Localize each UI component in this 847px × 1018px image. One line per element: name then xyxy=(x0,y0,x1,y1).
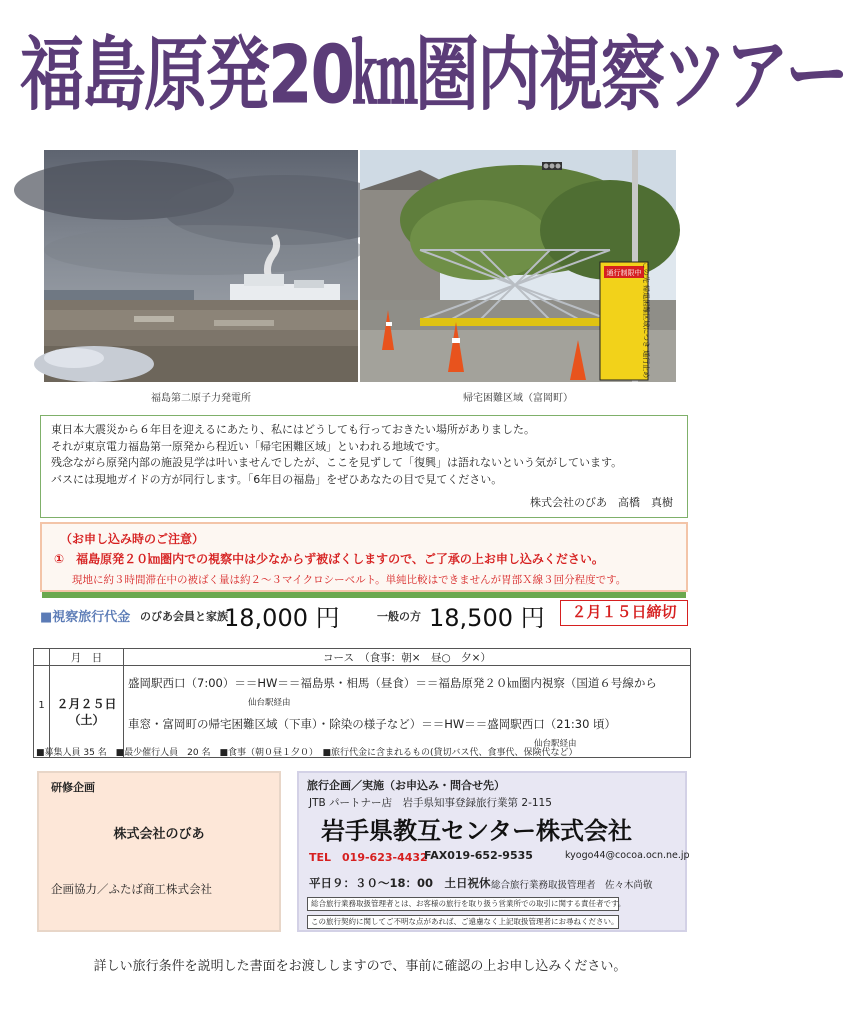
course-line-1: 盛岡駅西口（7:00）＝＝HW＝＝福島県・相馬（昼食）＝＝福島原発２０㎞圏内視察（国道６号線から xyxy=(128,676,657,690)
general-price: 18,500 円 xyxy=(429,604,545,632)
planning-company: 株式会社のびあ xyxy=(113,827,205,842)
intro-line: それが東京電力福島第一原発から程近い「帰宅困難区域」といわれる地域です。 xyxy=(51,439,447,453)
intro-signature: 株式会社のびあ 高橋 真樹 xyxy=(530,495,673,509)
table-row xyxy=(34,666,691,758)
row-date-weekday: （土） xyxy=(68,713,105,727)
table-header-row xyxy=(34,649,691,666)
course-line-2: 車窓・富岡町の帰宅困難区域（下車）・除染の様子など）＝＝HW＝＝盛岡駅西口（21:30 頃） xyxy=(128,717,617,731)
intro-line: 東日本大震災から６年目を迎えるにあたり、私にはどうしても行っておきたい場所がありました。 xyxy=(51,423,535,436)
planning-heading: 研修企画 xyxy=(51,781,95,794)
row-course xyxy=(124,666,691,758)
notice-line-2: 現地に約３時間滞在中の被ばく量は約２～３マイクロシーベルト。単純比較はできませんが胃部Ｘ線３回分程度です。 xyxy=(72,574,627,586)
operator-manager: 総合旅行業務取扱管理者 佐々木尚敬 xyxy=(491,880,653,891)
header-course: コース （食事：朝× 昼○ 夕×） xyxy=(124,649,691,666)
operator-tel[interactable]: TEL 019-623-4432 xyxy=(309,851,428,864)
bottom-note: 詳しい旅行条件を説明した書面をお渡ししますので、事前に確認の上お申し込みください。 xyxy=(93,959,627,974)
planning-cooperation: 企画協力／ふたば商工株式会社 xyxy=(51,882,212,896)
operator-hours: 平日９：３０～18：00 土日祝休 xyxy=(309,876,491,890)
intro-line: バスには現地ガイドの方が同行します。「6年目の福島」をぜひあなたの目で見てください。 xyxy=(51,472,503,486)
operator-box xyxy=(297,771,690,932)
exclusion-zone-photo xyxy=(360,150,676,382)
notice-divider xyxy=(42,592,686,598)
operator-fax: FAX019-652-9535 xyxy=(424,849,533,862)
operator-note-1: 総合旅行業務取扱管理者とは、お客様の旅行を取り扱う営業所での取引に関する責任者です。 xyxy=(307,897,619,911)
operator-registration: JTB パートナー店 岩手県知事登録旅行業第 2-115 xyxy=(309,797,552,809)
row-date xyxy=(50,666,124,758)
course-via-2: 仙台駅経由 xyxy=(534,739,577,749)
notice-heading: （お申し込み時のご注意） xyxy=(60,532,205,546)
exclusion-zone-caption: 帰宅困難区域（富岡町） xyxy=(463,393,573,404)
notice-line-1: ① 福島原発２０㎞圏内での視察中は少なからず被ばくしますので、ご了承の上お申し込みください。 xyxy=(54,552,604,566)
deadline-badge: ２月１５日締切 xyxy=(560,600,688,626)
course-via-1: 仙台駅経由 xyxy=(248,698,291,708)
row-number: 1 xyxy=(34,666,50,758)
tour-footnote: ■募集人員 35 名 ■最少催行人員 20 名 ■食事（朝０昼１夕０） ■旅行代金に含まれるもの(貸切バス代、食事代、保険代など） xyxy=(36,748,578,758)
price-row xyxy=(40,600,700,632)
sign-top-text: 通行制限中 xyxy=(606,269,642,277)
course-table xyxy=(33,648,691,758)
operator-name: 岩手県教互センター株式会社 xyxy=(321,817,633,845)
intro-box xyxy=(40,415,688,518)
sign-body-text: この先 帰還困難区域につき 通行止め xyxy=(642,261,650,379)
operator-email[interactable]: kyogo44@cocoa.ocn.ne.jp xyxy=(565,850,690,861)
row-date-day: ２月２５日 xyxy=(56,697,117,711)
header-no xyxy=(34,649,50,666)
power-plant-caption: 福島第二原子力発電所 xyxy=(151,393,251,404)
planning-box xyxy=(37,771,281,932)
operator-note-2: この旅行契約に関してご不明な点があれば、ご遠慮なく上記取扱管理者にお尋ねください。 xyxy=(307,915,619,929)
general-price-label: 一般の方 xyxy=(377,610,421,623)
header-date: 月 日 xyxy=(50,649,124,666)
notice-box xyxy=(40,522,688,592)
member-price-label: のびあ会員と家族 xyxy=(140,610,228,623)
intro-line: 残念ながら原発内部の施設見学は叶いませんでしたが、ここを見ずして「復興」は語れないという気がしています。 xyxy=(51,456,623,469)
price-label: ■視察旅行代金 xyxy=(40,610,131,625)
power-plant-photo xyxy=(44,150,358,382)
member-price: 18,000 円 xyxy=(224,604,340,632)
operator-heading: 旅行企画／実施（お申込み・問合せ先） xyxy=(307,779,505,792)
page-title: 福島原発20㎞圏内視察ツアー xyxy=(20,29,847,123)
